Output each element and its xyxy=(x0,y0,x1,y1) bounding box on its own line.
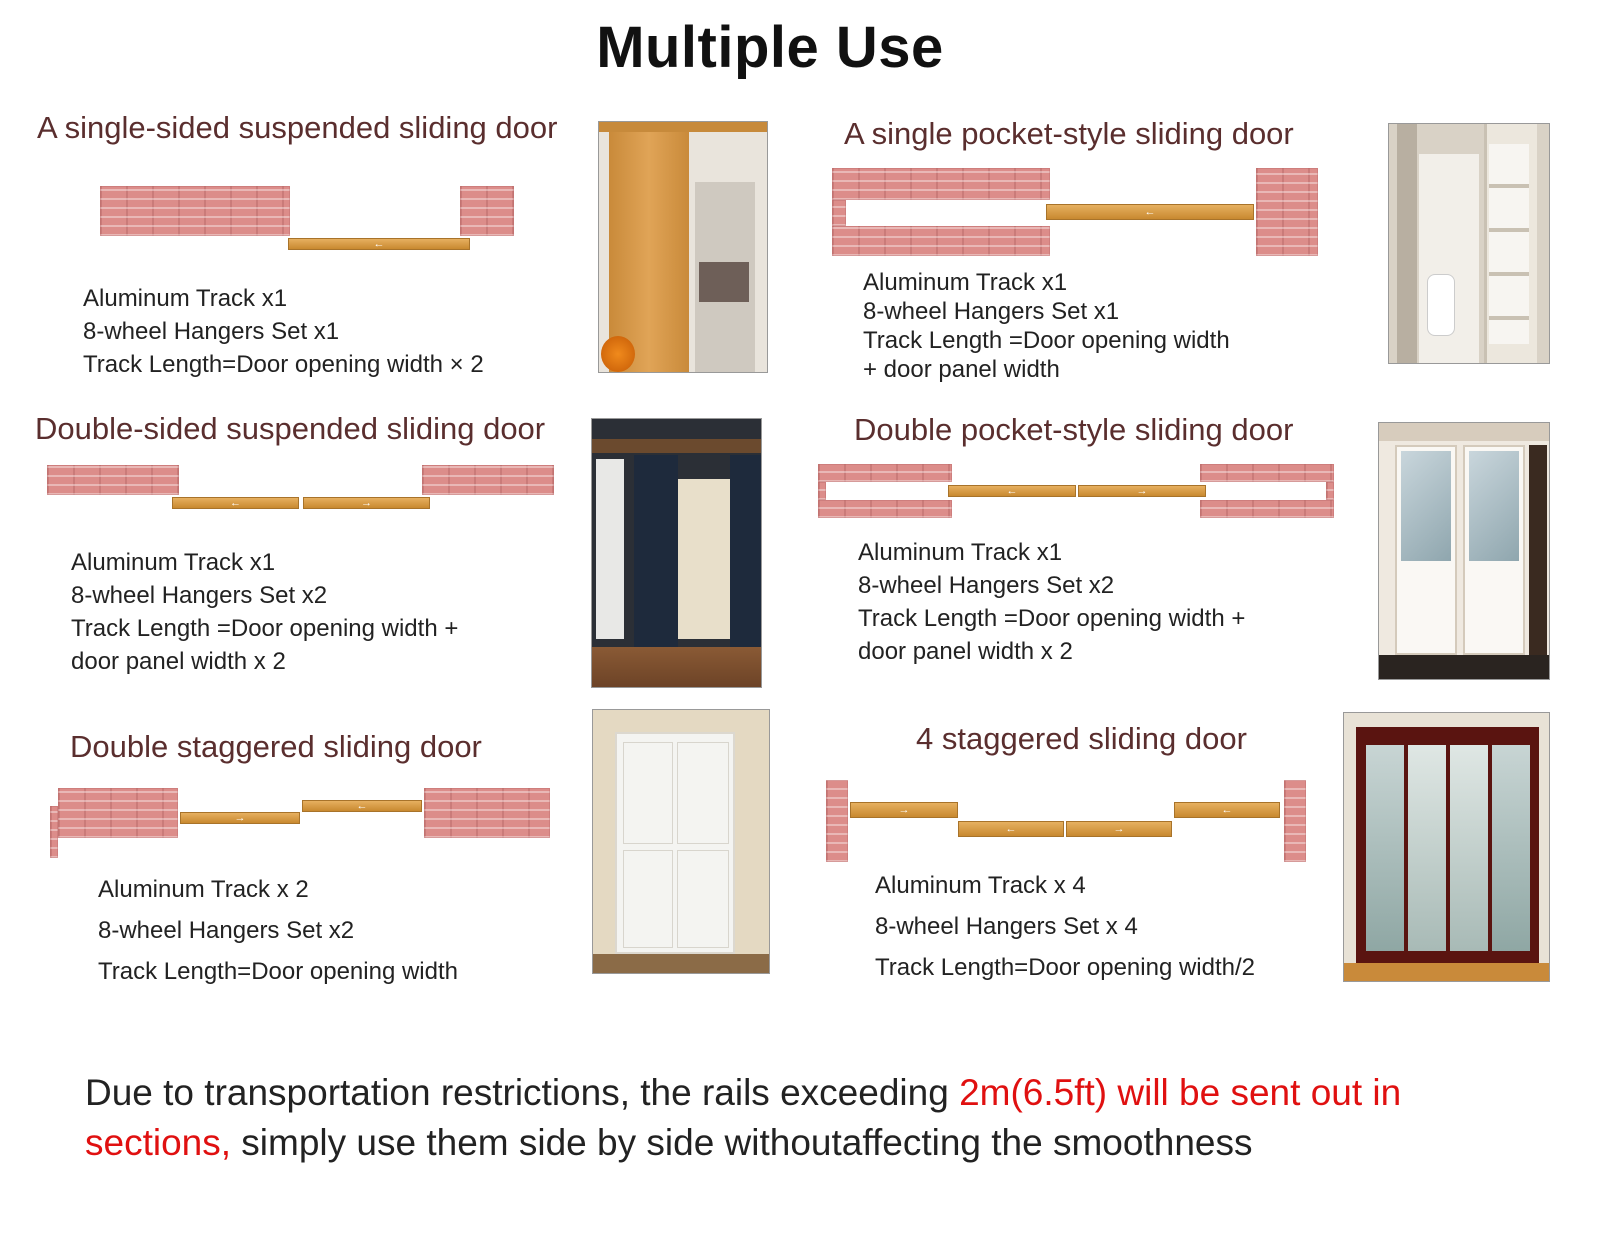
spec-line: Aluminum Track x1 xyxy=(863,269,1068,296)
track-arrow-left: ← xyxy=(958,821,1064,837)
wall-left xyxy=(47,465,179,495)
spec-line: Track Length =Door opening width + xyxy=(858,605,1246,632)
section-title-double-staggered: Double staggered sliding door xyxy=(70,729,482,764)
spec-line: door panel width x 2 xyxy=(71,648,286,675)
spec-line: Track Length=Door opening width/2 xyxy=(875,954,1256,981)
wall-right-bottom xyxy=(1200,500,1334,518)
specs-double-suspended xyxy=(71,546,458,678)
specs-double-pocket xyxy=(858,536,1245,668)
wall-left-bottom xyxy=(832,226,1050,256)
shipping-note-text: simply use them side by side withoutaffecting the smoothness xyxy=(231,1122,1253,1163)
wall-left-post xyxy=(826,780,848,862)
track-arrow-right: → xyxy=(303,497,430,509)
spec-line: Aluminum Track x1 xyxy=(858,539,1063,566)
specs-single-pocket xyxy=(863,268,1230,384)
shipping-note-text: Due to transportation restrictions, the rails exceeding xyxy=(85,1072,960,1113)
page-title: Multiple Use xyxy=(596,15,944,80)
photo-single-suspended-door xyxy=(598,121,768,373)
wall-left xyxy=(100,186,290,236)
wall-left-bottom xyxy=(818,500,952,518)
wall-left xyxy=(58,788,178,838)
section-title-double-pocket: Double pocket-style sliding door xyxy=(854,412,1294,447)
track-arrow-left: ← xyxy=(1046,204,1254,220)
specs-single-suspended xyxy=(83,282,484,381)
track-arrow-right: → xyxy=(180,812,300,824)
wall-right xyxy=(460,186,514,236)
wall-right-end xyxy=(1326,482,1334,500)
photo-double-pocket-door xyxy=(1378,422,1550,680)
wall-left-end xyxy=(832,200,846,226)
track-arrow-right: → xyxy=(1066,821,1172,837)
track-arrow-left: ← xyxy=(172,497,299,509)
shipping-note xyxy=(85,1068,1535,1168)
wall-left-end xyxy=(818,482,826,500)
track-arrow-right: → xyxy=(850,802,958,818)
wall-right xyxy=(1256,168,1318,256)
track-arrow-right: → xyxy=(1078,485,1206,497)
spec-line: Aluminum Track x1 xyxy=(83,285,288,312)
spec-line: Track Length=Door opening width × 2 xyxy=(83,351,484,378)
spec-line: door panel width x 2 xyxy=(858,638,1073,665)
spec-line: Track Length=Door opening width xyxy=(98,958,458,985)
specs-four-staggered xyxy=(875,865,1255,988)
track-arrow-left: ← xyxy=(1174,802,1280,818)
spec-line: 8-wheel Hangers Set x2 xyxy=(98,917,355,944)
spec-line: 8-wheel Hangers Set x2 xyxy=(858,572,1115,599)
wall-left-top xyxy=(832,168,1050,200)
spec-line: + door panel width xyxy=(863,356,1060,383)
wall-right xyxy=(422,465,554,495)
spec-line: Track Length =Door opening width + xyxy=(71,615,459,642)
wall-right-top xyxy=(1200,464,1334,482)
wall-right xyxy=(424,788,550,838)
wall-right-post xyxy=(1284,780,1306,862)
spec-line: Track Length =Door opening width xyxy=(863,327,1230,354)
spec-line: 8-wheel Hangers Set x 4 xyxy=(875,913,1138,940)
wall-left-top xyxy=(818,464,952,482)
wall-left-post xyxy=(50,806,58,858)
photo-double-suspended-door xyxy=(591,418,762,688)
section-title-double-suspended: Double-sided suspended sliding door xyxy=(35,411,546,446)
spec-line: Aluminum Track x1 xyxy=(71,549,276,576)
shipping-note-highlight: 2m(6.5ft) will be sent out in sections, xyxy=(85,1072,1402,1163)
spec-line: 8-wheel Hangers Set x2 xyxy=(71,582,328,609)
section-title-four-staggered: 4 staggered sliding door xyxy=(916,721,1247,756)
spec-line: Aluminum Track x 2 xyxy=(98,876,309,903)
photo-double-staggered-door xyxy=(592,709,770,974)
track-arrow-left: ← xyxy=(288,238,470,250)
spec-line: Aluminum Track x 4 xyxy=(875,872,1086,899)
photo-four-staggered-door xyxy=(1343,712,1550,982)
spec-line: 8-wheel Hangers Set x1 xyxy=(83,318,340,345)
section-title-single-pocket: A single pocket-style sliding door xyxy=(844,116,1294,151)
spec-line: 8-wheel Hangers Set x1 xyxy=(863,298,1120,325)
track-arrow-left: ← xyxy=(302,800,422,812)
photo-single-pocket-door xyxy=(1388,123,1550,364)
specs-double-staggered xyxy=(98,869,458,992)
track-arrow-left: ← xyxy=(948,485,1076,497)
section-title-single-suspended: A single-sided suspended sliding door xyxy=(37,110,558,145)
